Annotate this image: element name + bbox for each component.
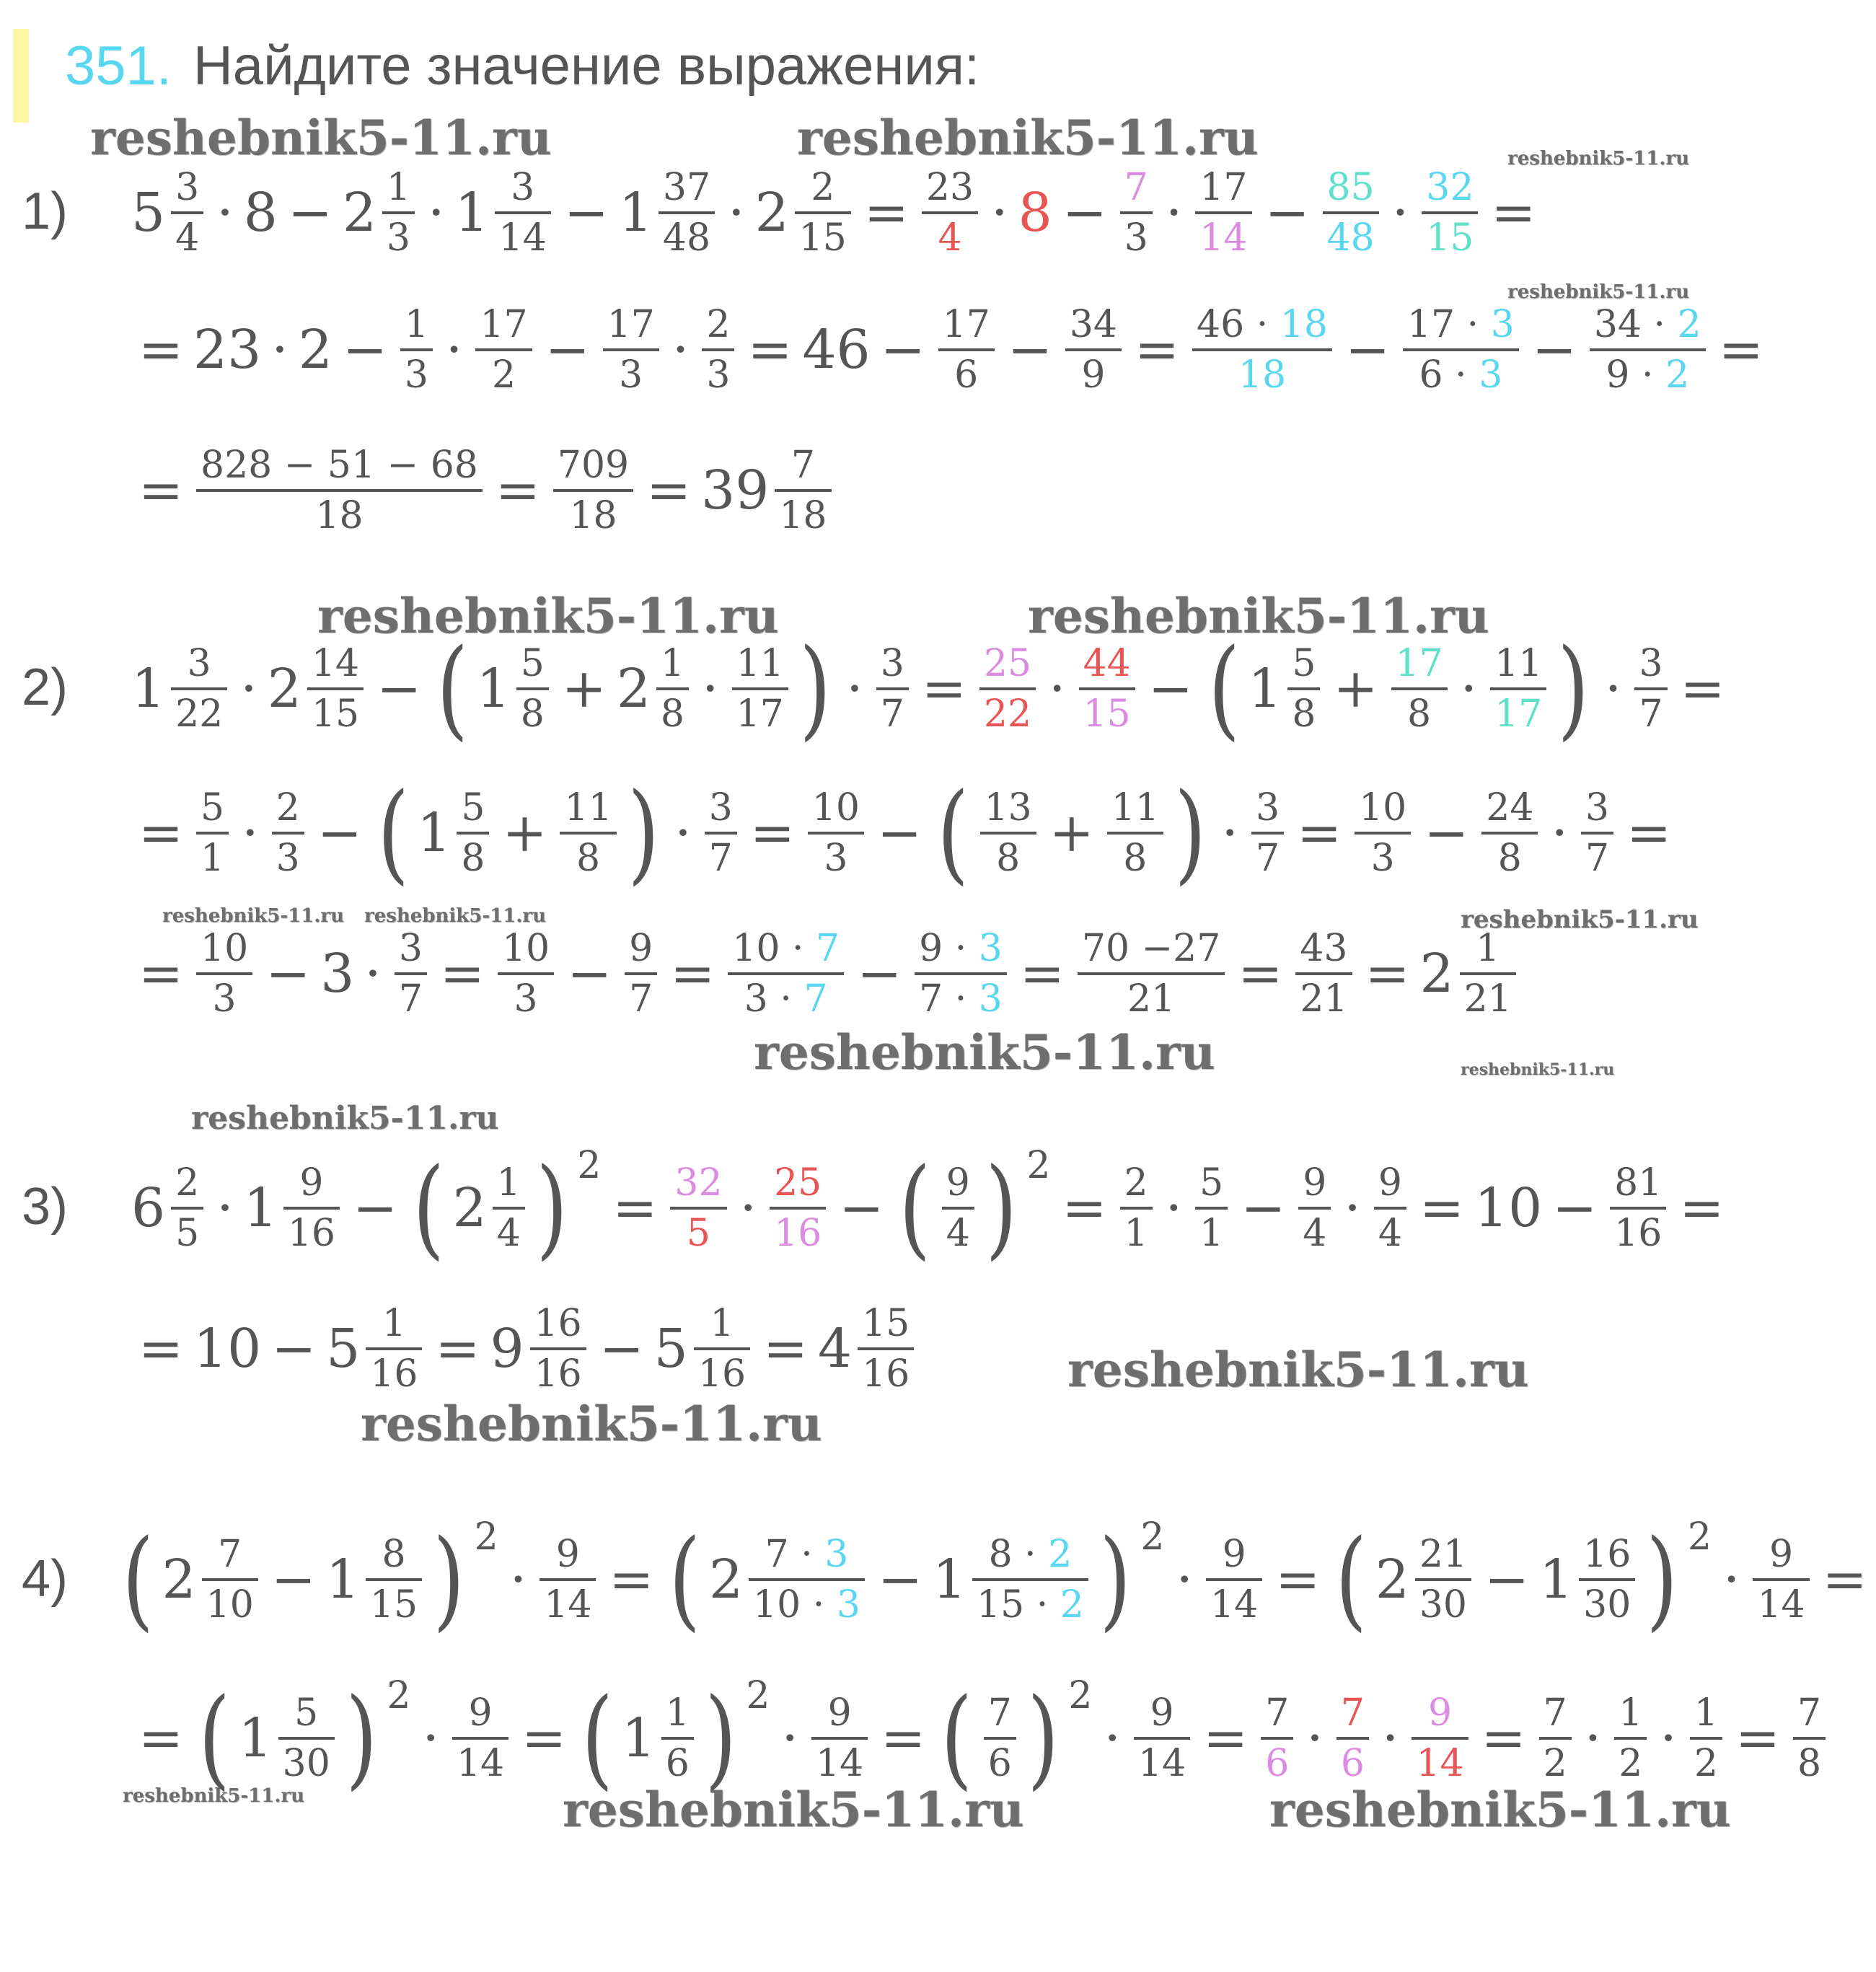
- watermark: reshebnik5-11.ru: [361, 1396, 822, 1452]
- watermark: reshebnik5-11.ru: [1028, 588, 1489, 644]
- watermark: reshebnik5-11.ru: [754, 1024, 1215, 1080]
- equation-line: = $\frac{5}{1}$ · $\frac{2}{3}$ − ( 1 $\frac{5}{8}$ + $\frac{11}{8}$ ) · $\frac{3}{7}$ = $\frac{10}{3}$ − ( $\frac{13}{8}$ + $\frac{11}{8}$ ) · $\frac{3}{7}$ = $\frac{10}{3}$ − $\frac{24}{8}$ · $\frac{3}{7}$ =: [138, 770, 1672, 896]
- watermark: reshebnik5-11.ru: [162, 905, 345, 927]
- watermark: reshebnik5-11.ru: [1269, 1782, 1731, 1838]
- equation-line: 5 $\frac{3}{4}$ · 8 − 2 $\frac{1}{3}$ · 1 $\frac{3}{14}$ − 1 $\frac{37}{48}$ · 2 $\frac{2}{15}$ = $\frac{23}{4}$ · 8 − $\frac{7}{3}$ · $\frac{17}{14}$ − $\frac{85}{48}$ · $\frac{32}{15}$ =: [131, 166, 1536, 260]
- equation-line: = 10 − 5 $\frac{1}{16}$ = 9 $\frac{16}{16}$ − 5 $\frac{1}{16}$ = 4 $\frac{15}{16}$: [130, 1280, 918, 1417]
- watermark: reshebnik5-11.ru: [1067, 1342, 1529, 1398]
- equation-line: 1 $\frac{3}{22}$ · 2 $\frac{14}{15}$ − ( 1 $\frac{5}{8}$ + 2 $\frac{1}{8}$ · $\frac{11}{17}$ ) · $\frac{3}{7}$ = $\frac{25}{22}$ · $\frac{44}{15}$ − ( 1 $\frac{5}{8}$ + $\frac{17}{8}$ · $\frac{11}{17}$ ) · $\frac{3}{7}$ =: [131, 626, 1725, 752]
- watermark: reshebnik5-11.ru: [1507, 148, 1690, 170]
- watermark: reshebnik5-11.ru: [90, 110, 552, 166]
- exercise-title: Найдите значение выражения:: [193, 35, 980, 97]
- page-title: [65, 35, 979, 97]
- header-accent-bar: [13, 29, 29, 123]
- equation-line: ( 2 $\frac{7}{10}$ − 1 $\frac{8}{15}$ ) 2 · $\frac{9}{14}$ = ( 2 $\frac{7 \cdot 3}{10 \cdot 3}$ − 1 $\frac{8 \cdot 2}{15 \cdot 2}$ ) 2 · $\frac{9}{14}$ = ( 2 $\frac{21}{30}$ − 1 $\frac{16}{30}$ ) 2 · $\frac{9}{14}$ =: [122, 1515, 1867, 1642]
- watermark: reshebnik5-11.ru: [563, 1782, 1024, 1838]
- watermark: reshebnik5-11.ru: [123, 1785, 305, 1807]
- equation-line: = ( 1 $\frac{5}{30}$ ) 2 · $\frac{9}{14}$ = ( 1 $\frac{1}{6}$ ) 2 · $\frac{9}{14}$ = ( $\frac{7}{6}$ ) 2 · $\frac{9}{14}$ = $\frac{7}{6}$ · $\frac{7}{6}$ · $\frac{9}{14}$ = $\frac{7}{2}$ · $\frac{1}{2}$ · $\frac{1}{2}$ = $\frac{7}{8}$: [130, 1670, 1830, 1807]
- equation-line: = 23 · 2 − $\frac{1}{3}$ · $\frac{17}{2}$ − $\frac{17}{3}$ · $\frac{2}{3}$ = 46 − $\frac{17}{6}$ − $\frac{34}{9}$ = $\frac{46 \cdot 18}{18}$ − $\frac{17 \cdot 3}{6 \cdot 3}$ − $\frac{34 \cdot 2}{9 \cdot 2}$ =: [138, 303, 1763, 397]
- exercise-number: 351.: [65, 35, 172, 97]
- watermark: reshebnik5-11.ru: [317, 588, 779, 644]
- problem-label: 3): [22, 1178, 69, 1236]
- equation-line: = $\frac{10}{3}$ − 3 · $\frac{3}{7}$ = $\frac{10}{3}$ − $\frac{9}{7}$ = $\frac{10 \cdot 7}{3 \cdot 7}$ − $\frac{9 \cdot 3}{7 \cdot 3}$ = $\frac{70 -27}{21}$ = $\frac{43}{21}$ = 2 $\frac{1}{21}$: [130, 905, 1520, 1042]
- problem-label: 2): [22, 659, 69, 716]
- watermark: reshebnik5-11.ru: [1507, 281, 1690, 303]
- equation-line: 6 $\frac{2}{5}$ · 1 $\frac{9}{16}$ − ( 2 $\frac{1}{4}$ ) 2 = $\frac{32}{5}$ · $\frac{25}{16}$ − ( $\frac{9}{4}$ ) 2 = $\frac{2}{1}$ · $\frac{5}{1}$ − $\frac{9}{4}$ · $\frac{9}{4}$ = 10 − $\frac{81}{16}$ =: [131, 1144, 1725, 1271]
- watermark: reshebnik5-11.ru: [1461, 905, 1699, 934]
- problem-label: 4): [22, 1550, 69, 1608]
- equation-line: = $\frac{828 - 51 - 68}{18}$ = $\frac{709}{18}$ = 39 $\frac{7}{18}$: [130, 422, 836, 559]
- problem-label: 1): [22, 182, 69, 240]
- watermark: reshebnik5-11.ru: [191, 1100, 499, 1137]
- watermark: reshebnik5-11.ru: [364, 905, 547, 927]
- watermark: reshebnik5-11.ru: [797, 110, 1259, 166]
- watermark: reshebnik5-11.ru: [1461, 1060, 1615, 1079]
